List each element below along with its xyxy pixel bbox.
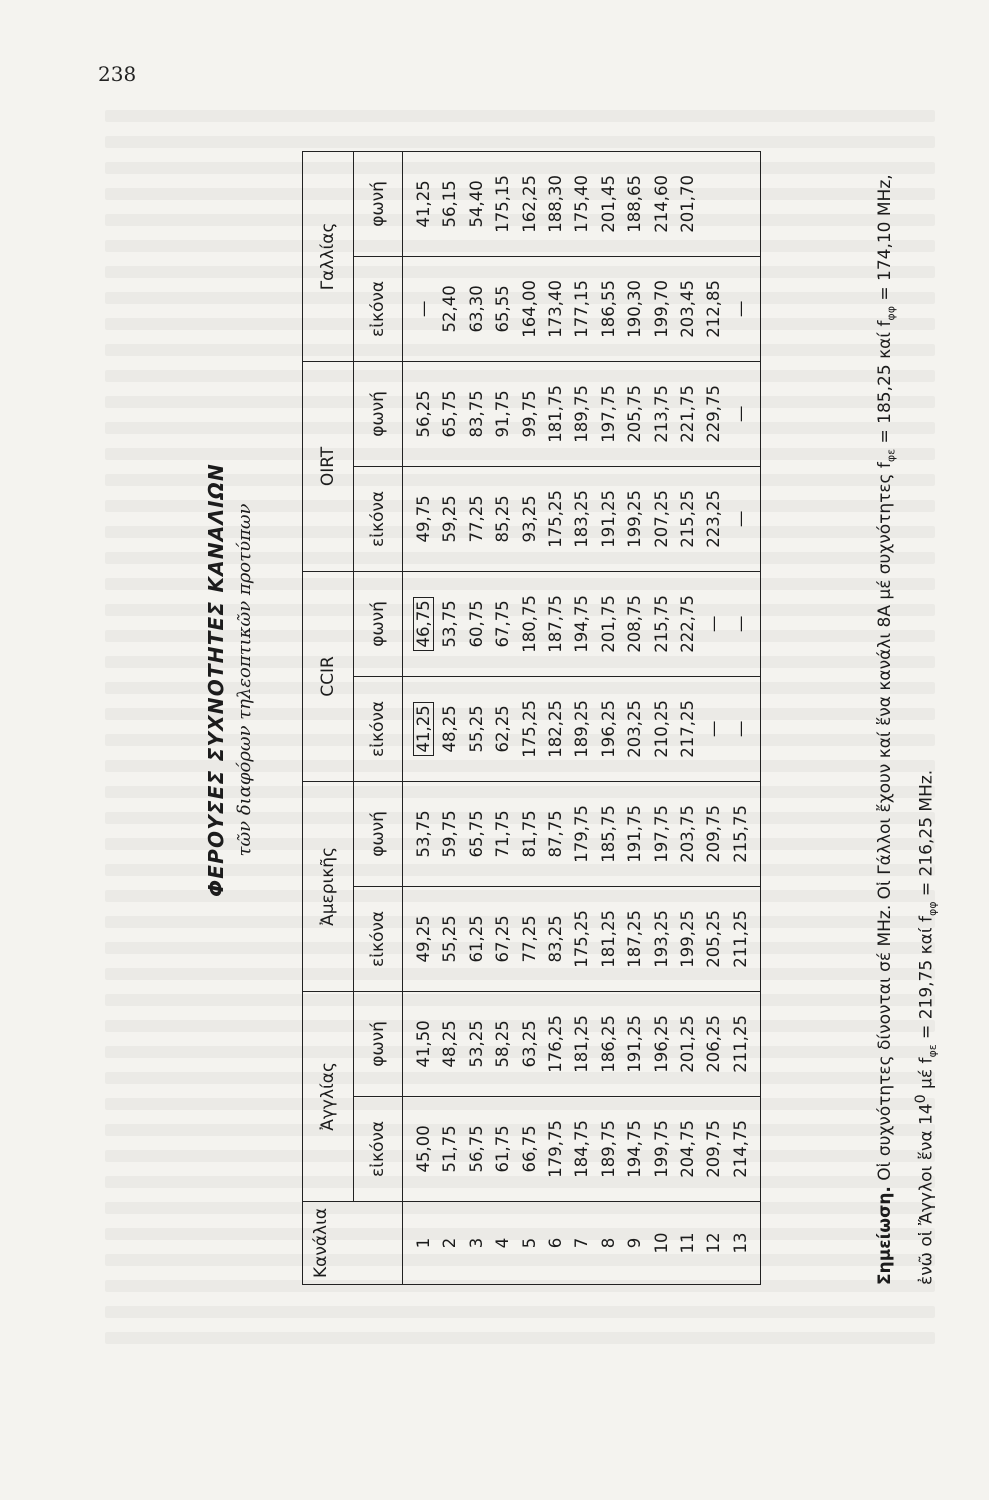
table-row [622, 151, 648, 1284]
table-cell: 204,75 [675, 1096, 701, 1201]
table-cell: 201,25 [675, 991, 701, 1096]
table-cell: 211,25 [728, 991, 761, 1096]
subheader-video: εἰκόνα [354, 466, 403, 571]
table-cell: 83,75 [464, 361, 490, 466]
table-cell: 187,75 [543, 571, 569, 676]
table-cell: 229,75 [701, 361, 727, 466]
channel-number: 2 [437, 1201, 463, 1284]
table-cell: 91,75 [490, 361, 516, 466]
table-cell: 190,30 [622, 256, 648, 361]
table-cell-boxed [403, 571, 438, 676]
table-cell: 214,60 [649, 151, 675, 256]
subheader-audio: φωνή [354, 571, 403, 676]
standard-header-england: Ἀγγλίας [303, 991, 354, 1201]
note-text: μέ f [917, 1057, 938, 1095]
table-cell: 81,75 [517, 781, 543, 886]
table-cell: 65,75 [464, 781, 490, 886]
table-row [728, 151, 761, 1284]
note-label: Σημείωση. [875, 1186, 895, 1285]
table-cell: 49,25 [403, 886, 438, 991]
note-text: = 216,25 MHz. [917, 769, 938, 902]
table-cell: 188,30 [543, 151, 569, 256]
table-cell: 194,75 [622, 1096, 648, 1201]
table-cell: 54,40 [464, 151, 490, 256]
table-subtitle: τῶν διαφόρων τηλεοπτικῶν προτύπων [234, 503, 255, 857]
table-cell: 55,25 [464, 676, 490, 781]
subheader-video: εἰκόνα [354, 886, 403, 991]
table-cell: 205,75 [622, 361, 648, 466]
table-row [596, 151, 622, 1284]
note-text: = 174,10 MHz, [875, 174, 895, 307]
table-cell: 164,00 [517, 256, 543, 361]
channel-number: 5 [517, 1201, 543, 1284]
channel-number: 7 [569, 1201, 595, 1284]
table-cell: 180,75 [517, 571, 543, 676]
table-cell: 67,25 [490, 886, 516, 991]
table-cell: 93,25 [517, 466, 543, 571]
table-cell: 215,25 [675, 466, 701, 571]
table-cell: 217,25 [675, 676, 701, 781]
table-cell: 181,75 [543, 361, 569, 466]
table-cell: 183,25 [569, 466, 595, 571]
table-cell: 77,25 [464, 466, 490, 571]
table-cell: 56,15 [437, 151, 463, 256]
table-cell: 201,70 [675, 151, 701, 256]
table-cell: — [701, 676, 727, 781]
subheader-video: εἰκόνα [354, 256, 403, 361]
table-row [701, 151, 727, 1284]
channel-number: 3 [464, 1201, 490, 1284]
table-title: ΦΕΡΟΥΣΕΣ ΣΥΧΝΟΤΗΤΕΣ ΚΑΝΑΛΙΩΝ [204, 463, 228, 897]
table-cell: 62,25 [490, 676, 516, 781]
table-cell: 176,25 [543, 991, 569, 1096]
table-cell: — [728, 256, 761, 361]
subheader-audio: φωνή [354, 361, 403, 466]
table-row [543, 151, 569, 1284]
table-cell: 207,25 [649, 466, 675, 571]
table-cell: 61,75 [490, 1096, 516, 1201]
table-cell: 205,25 [701, 886, 727, 991]
table-cell: 177,15 [569, 256, 595, 361]
note-subscript: φε [926, 1044, 940, 1058]
table-cell: 201,45 [596, 151, 622, 256]
channel-header: Κανάλια [303, 1201, 403, 1284]
table-cell [728, 151, 761, 256]
table-cell: 48,25 [437, 991, 463, 1096]
note-text: = 219,75 καί f [917, 916, 938, 1045]
subheader-audio: φωνή [354, 781, 403, 886]
table-cell: 48,25 [437, 676, 463, 781]
subheader-video: εἰκόνα [354, 1096, 403, 1201]
footnote-line-2 [906, 65, 948, 1285]
standard-header-oirt: OIRT [303, 361, 354, 571]
channel-number: 11 [675, 1201, 701, 1284]
table-cell: 71,75 [490, 781, 516, 886]
table-cell: 175,40 [569, 151, 595, 256]
table-cell: 189,25 [569, 676, 595, 781]
table-row [649, 151, 675, 1284]
table-cell [701, 151, 727, 256]
table-cell: 191,25 [622, 991, 648, 1096]
table-cell: 99,75 [517, 361, 543, 466]
note-subscript: φφ [926, 901, 940, 917]
table-cell: 199,75 [649, 1096, 675, 1201]
table-cell: 221,75 [675, 361, 701, 466]
table-cell: 214,75 [728, 1096, 761, 1201]
table-cell: 187,25 [622, 886, 648, 991]
table-row [490, 151, 516, 1284]
table-cell: 59,75 [437, 781, 463, 886]
table-row [517, 151, 543, 1284]
table-cell: 186,55 [596, 256, 622, 361]
table-cell: 203,75 [675, 781, 701, 886]
channel-number: 13 [728, 1201, 761, 1284]
table-cell: 55,25 [437, 886, 463, 991]
title-block [190, 30, 255, 1330]
table-cell: 222,75 [675, 571, 701, 676]
rotated-table-page [190, 30, 950, 1330]
table-cell: — [728, 361, 761, 466]
table-cell: 197,75 [649, 781, 675, 886]
table-cell: 63,30 [464, 256, 490, 361]
frequency-table [302, 151, 761, 1285]
standard-header-ccir: CCIR [303, 571, 354, 781]
table-cell: 173,40 [543, 256, 569, 361]
table-cell: — [728, 676, 761, 781]
table-cell: 56,25 [403, 361, 438, 466]
table-cell: 182,25 [543, 676, 569, 781]
table-cell: 210,25 [649, 676, 675, 781]
table-cell: — [403, 256, 438, 361]
table-cell: 209,75 [701, 1096, 727, 1201]
footnote [870, 65, 948, 1285]
table-cell: 175,25 [517, 676, 543, 781]
table-cell: 189,75 [596, 1096, 622, 1201]
channel-number: 12 [701, 1201, 727, 1284]
table-cell: 59,25 [437, 466, 463, 571]
note-subscript: φε [884, 448, 898, 463]
channel-number: 9 [622, 1201, 648, 1284]
table-cell: 194,75 [569, 571, 595, 676]
table-cell: 41,50 [403, 991, 438, 1096]
table-cell: 175,25 [569, 886, 595, 991]
table-cell: 181,25 [569, 991, 595, 1096]
note-superscript: 0 [913, 1094, 930, 1104]
table-cell: 188,65 [622, 151, 648, 256]
table-cell: 63,25 [517, 991, 543, 1096]
table-cell: 191,75 [622, 781, 648, 886]
table-cell: 199,25 [622, 466, 648, 571]
table-cell: 179,75 [543, 1096, 569, 1201]
table-cell: 60,75 [464, 571, 490, 676]
table-cell: 179,75 [569, 781, 595, 886]
table-cell: 206,25 [701, 991, 727, 1096]
note-text: ἐνῶ οἱ Ἄγγλοι ἕνα 14 [917, 1103, 938, 1285]
table-cell: 199,25 [675, 886, 701, 991]
table-cell: 181,25 [596, 886, 622, 991]
table-cell: 196,25 [649, 991, 675, 1096]
boxed-value: 41,25 [413, 702, 434, 755]
table-cell: 203,25 [622, 676, 648, 781]
table-cell: 208,75 [622, 571, 648, 676]
subheader-audio: φωνή [354, 991, 403, 1096]
table-cell: 41,25 [403, 151, 438, 256]
subheader-audio: φωνή [354, 151, 403, 256]
table-cell: 215,75 [728, 781, 761, 886]
table-cell: 53,75 [403, 781, 438, 886]
table-cell: 61,25 [464, 886, 490, 991]
table-cell: 199,70 [649, 256, 675, 361]
subheader-video: εἰκόνα [354, 676, 403, 781]
table-cell: 196,25 [596, 676, 622, 781]
standard-header-france: Γαλλίας [303, 151, 354, 361]
table-cell: 197,75 [596, 361, 622, 466]
table-cell: 83,25 [543, 886, 569, 991]
table-cell: 58,25 [490, 991, 516, 1096]
channel-number: 4 [490, 1201, 516, 1284]
table-cell: 53,25 [464, 991, 490, 1096]
table-cell: 215,75 [649, 571, 675, 676]
standard-header-america: Ἀμερικῆς [303, 781, 354, 991]
table-cell: 201,75 [596, 571, 622, 676]
table-cell: 51,75 [437, 1096, 463, 1201]
channel-number: 10 [649, 1201, 675, 1284]
table-cell: 213,75 [649, 361, 675, 466]
table-cell: 212,85 [701, 256, 727, 361]
table-cell: 175,15 [490, 151, 516, 256]
table-cell: — [728, 466, 761, 571]
note-text: = 185,25 καί f [875, 320, 895, 449]
table-row [569, 151, 595, 1284]
channel-number: 6 [543, 1201, 569, 1284]
table-cell: 65,55 [490, 256, 516, 361]
table-cell: 52,40 [437, 256, 463, 361]
table-cell: 56,75 [464, 1096, 490, 1201]
table-cell: 49,75 [403, 466, 438, 571]
footnote-line-1 [870, 65, 906, 1285]
table-cell: 85,25 [490, 466, 516, 571]
table-cell: 66,75 [517, 1096, 543, 1201]
table-cell: 185,75 [596, 781, 622, 886]
table-row [437, 151, 463, 1284]
table-cell: 162,25 [517, 151, 543, 256]
table-cell: — [728, 571, 761, 676]
table-cell: 211,25 [728, 886, 761, 991]
table-row [403, 151, 438, 1284]
table-cell: 77,25 [517, 886, 543, 991]
table-cell: 189,75 [569, 361, 595, 466]
table-cell: 45,00 [403, 1096, 438, 1201]
table-cell: — [701, 571, 727, 676]
note-text: Οἱ συχνότητες δίνονται σέ MHz. Οἱ Γάλλοι ἔχουν καί ἕνα κανάλι 8Α μέ συχνότητες f [875, 462, 895, 1187]
page-number: 238 [98, 62, 137, 86]
table-cell: 223,25 [701, 466, 727, 571]
table-cell: 87,75 [543, 781, 569, 886]
channel-number: 1 [403, 1201, 438, 1284]
table-cell: 193,25 [649, 886, 675, 991]
table-cell: 65,75 [437, 361, 463, 466]
table-cell: 209,75 [701, 781, 727, 886]
table-cell: 53,75 [437, 571, 463, 676]
table-cell: 186,25 [596, 991, 622, 1096]
channel-number: 8 [596, 1201, 622, 1284]
table-cell: 184,75 [569, 1096, 595, 1201]
table-row [464, 151, 490, 1284]
table-cell: 203,45 [675, 256, 701, 361]
table-cell: 175,25 [543, 466, 569, 571]
table-cell-boxed [403, 676, 438, 781]
table-row [675, 151, 701, 1284]
table-cell: 67,75 [490, 571, 516, 676]
table-cell: 191,25 [596, 466, 622, 571]
note-subscript: φφ [884, 306, 898, 321]
boxed-value: 46,75 [413, 597, 434, 650]
